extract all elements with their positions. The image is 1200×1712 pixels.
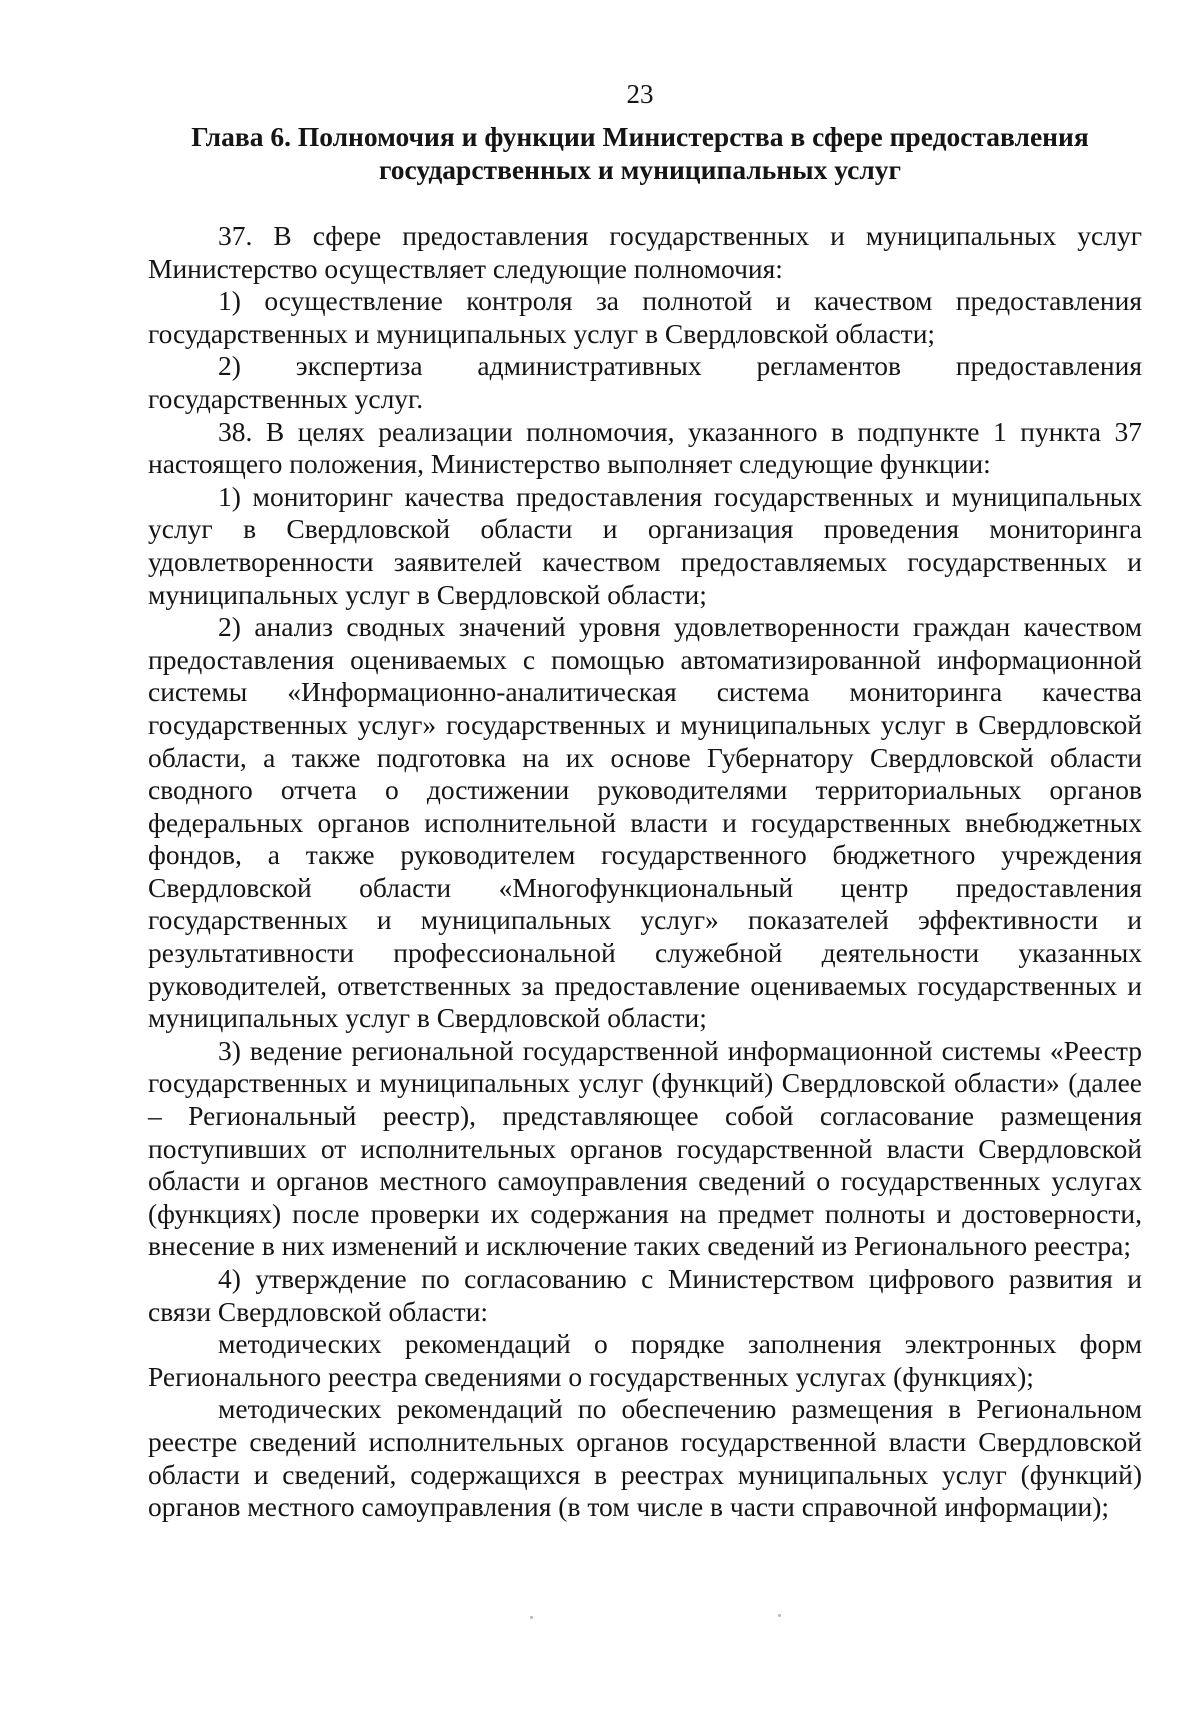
chapter-heading-line-2: государственных и муниципальных услуг xyxy=(378,154,902,185)
paragraph-37-item-2: 2) экспертиза административных регламентов предоставления государственных услуг. xyxy=(148,350,1142,414)
chapter-heading-line-1: Глава 6. Полномочия и функции Министерства в сфере предоставления xyxy=(191,121,1089,152)
paragraph-38-item-4-sub-2: методических рекомендаций по обеспечению размещения в Региональном реестре сведений исполнительных органов государственной власти Свердловской области и сведений, содержащихся в реестрах муниципальных услуг (функций) органов местного самоуправления (в том числе в части справочной информации); xyxy=(148,1393,1142,1523)
paragraph-37: 37. В сфере предоставления государственных и муниципальных услуг Министерство осуществляет следующие полномочия: xyxy=(148,220,1142,284)
paragraph-38-item-2: 2) анализ сводных значений уровня удовлетворенности граждан качеством предоставления оцениваемых с помощью автоматизированной информационной системы «Информационно-аналитическая система мониторинга качества государственных услуг» государственных и муниципальных услуг в Свердловской области, а также подготовка на их основе Губернатору Свердловской области сводного отчета о достижении руководителями территориальных органов федеральных органов исполнительной власти и государственных внебюджетных фондов, а также руководителем государственного бюджетного учреждения Свердловской области «Многофункциональный центр предоставления государственных и муниципальных услуг» показателей эффективности и результативности профессиональной служебной деятельности указанных руководителей, ответственных за предоставление оцениваемых государственных и муниципальных услуг в Свердловской области; xyxy=(148,611,1142,1034)
chapter-heading xyxy=(145,120,1135,186)
paragraph-38-item-1: 1) мониторинг качества предоставления государственных и муниципальных услуг в Свердловской области и организация проведения мониторинга удовлетворенности заявителей качеством предоставляемых государственных и муниципальных услуг в Свердловской области; xyxy=(148,480,1142,610)
scan-speck xyxy=(778,1614,781,1617)
paragraph-38-item-4: 4) утверждение по согласованию с Министерством цифрового развития и связи Свердловской области: xyxy=(148,1263,1142,1327)
scan-specks xyxy=(0,1610,1200,1630)
paragraph-38: 38. В целях реализации полномочия, указанного в подпункте 1 пункта 37 настоящего положения, Министерство выполняет следующие функции: xyxy=(148,415,1142,480)
page-number: 23 xyxy=(626,79,654,109)
paragraph-37-item-1: 1) осуществление контроля за полнотой и качеством предоставления государственных и муниципальных услуг в Свердловской области; xyxy=(148,285,1142,349)
document-body xyxy=(148,220,1142,1524)
paragraph-38-item-3: 3) ведение региональной государственной информационной системы «Реестр государственных и муниципальных услуг (функций) Свердловской области» (далее – Региональный реестр), представляющее собой согласование размещения поступивших от исполнительных органов государственной власти Свердловской области и органов местного самоуправления сведений о государственных услугах (функциях) после проверки их содержания на предмет полноты и достоверности, внесение в них изменений и исключение таких сведений из Регионального реестра; xyxy=(148,1034,1142,1262)
scan-speck xyxy=(530,1616,533,1619)
paragraph-38-item-4-sub-1: методических рекомендаций о порядке заполнения электронных форм Регионального реестра сведениями о государственных услугах (функциях); xyxy=(148,1328,1142,1392)
